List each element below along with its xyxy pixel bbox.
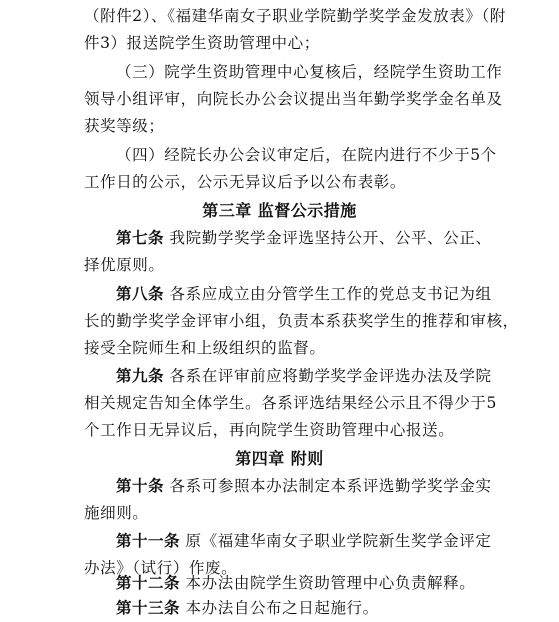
article-10-label: 第十条 bbox=[116, 477, 165, 495]
article-10-line-1 bbox=[116, 473, 559, 500]
article-9-label: 第九条 bbox=[116, 367, 165, 385]
article-13-text: 本办法自公布之日起施行。 bbox=[180, 599, 379, 617]
chapter-3-heading: 第三章 监督公示措施 bbox=[202, 201, 357, 220]
article-7-line-1 bbox=[116, 225, 559, 252]
article-7-text: 我院勤学奖学金评选坚持公开、公平、公正、 bbox=[164, 229, 492, 247]
section-4-line-1: （四）经院长办公会议审定后，在院内进行不少于5个 bbox=[116, 146, 497, 164]
article-8-line-2: 长的勤学奖学金评审小组，负责本系获奖学生的推荐和审核， bbox=[84, 312, 519, 330]
article-8-text: 各系应成立由分管学生工作的党总支书记为组 bbox=[164, 285, 492, 303]
article-8-line-3: 接受全院师生和上级组织的监督。 bbox=[84, 339, 326, 357]
article-10-text: 各系可参照本办法制定本系评选勤学奖学金实 bbox=[164, 477, 492, 495]
article-8-label: 第八条 bbox=[116, 285, 165, 303]
section-2-line-1: （附件2）、《福建华南女子职业学院勤学奖学金发放表》（附 bbox=[84, 7, 506, 25]
section-2-line-2: 件3）报送院学生资助管理中心； bbox=[84, 34, 320, 52]
article-9-line-3: 个工作日无异议后，再向院学生资助管理中心报送。 bbox=[84, 421, 455, 439]
article-11-label: 第十一条 bbox=[116, 532, 181, 550]
article-7-label: 第七条 bbox=[116, 229, 165, 247]
chapter-4-heading: 第四章 附则 bbox=[235, 449, 324, 468]
article-8-line-1 bbox=[116, 281, 559, 308]
article-12-label: 第十二条 bbox=[116, 574, 181, 592]
article-9-line-1 bbox=[116, 363, 559, 390]
article-10-line-2: 施细则。 bbox=[84, 504, 149, 522]
section-3-line-1: （三）院学生资助管理中心复核后，经院学生资助工作 bbox=[116, 63, 503, 81]
article-9-line-2: 相关规定告知全体学生。各系评选结果经公示且不得少于5 bbox=[84, 394, 497, 412]
article-9-text: 各系在评审前应将勤学奖学金评选办法及学院 bbox=[164, 367, 492, 385]
section-3-line-3: 获奖等级； bbox=[84, 117, 165, 135]
article-7-line-2: 择优原则。 bbox=[84, 256, 165, 274]
article-12-line-1 bbox=[116, 570, 559, 597]
article-11-line-2: 办法》（试行）作废。 bbox=[84, 559, 238, 577]
article-13-label: 第十三条 bbox=[116, 599, 181, 617]
article-12-text: 本办法由院学生资助管理中心负责解释。 bbox=[180, 574, 476, 592]
section-4-line-2: 工作日的公示，公示无异议后予以公布表彰。 bbox=[84, 173, 407, 191]
section-3-line-2: 领导小组评审，向院长办公会议提出当年勤学奖学金名单及 bbox=[84, 90, 503, 108]
article-11-text: 原《福建华南女子职业学院新生奖学金评定 bbox=[180, 532, 492, 550]
article-11-line-1 bbox=[116, 528, 559, 555]
article-13-line-1 bbox=[116, 595, 559, 622]
